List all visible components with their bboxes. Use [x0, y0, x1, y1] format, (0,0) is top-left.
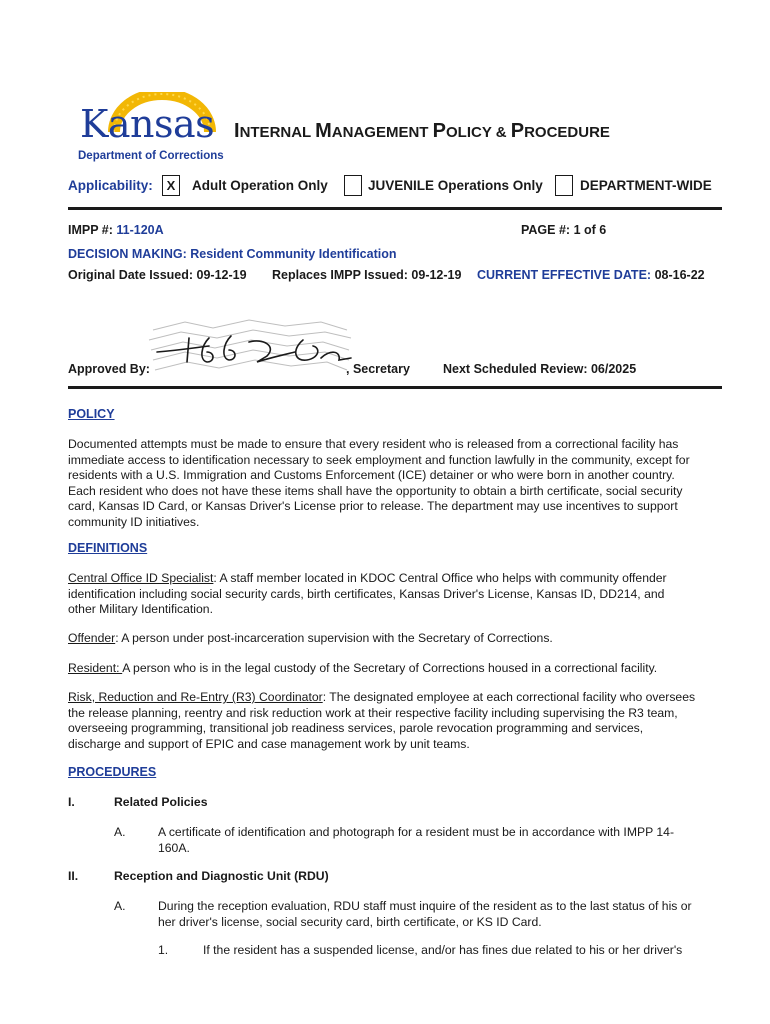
- policy-line: immediate access to identification necessary to seek employment and function lawfully in the community, except for: [68, 452, 690, 467]
- policy-line: card, Kansas ID Card, or Kansas Driver's License prior to release. The department may use incentives to support: [68, 499, 678, 513]
- adult-operation-checkbox[interactable]: X: [162, 175, 180, 196]
- definition-term: Central Office ID Specialist: [68, 571, 214, 585]
- policy-line: Each resident who does not have these items shall have the opportunity to obtain a birth certificate, social security: [68, 483, 683, 498]
- juvenile-operations-checkbox[interactable]: [344, 175, 362, 196]
- definitions-heading: DEFINITIONS: [68, 541, 148, 555]
- rdu-item-a-1: If the resident has a suspended license, and/or has fines due related to his or her driver's: [203, 943, 683, 957]
- approved-by-label: Approved By:: [68, 362, 150, 376]
- policy-line: residents with a U.S. Immigration and Customs Enforcement (ICE) detainer or who were born in another country.: [68, 468, 675, 482]
- applicability-label: Applicability:: [68, 178, 153, 193]
- document-title: [234, 120, 610, 143]
- adult-operation-label: Adult Operation Only: [192, 178, 328, 193]
- header-divider-top: [68, 207, 722, 210]
- item-letter: A.: [114, 899, 126, 913]
- department-wide-checkbox[interactable]: [555, 175, 573, 196]
- decision-making-title: DECISION MAKING: Resident Community Identification: [68, 247, 397, 261]
- procedures-heading: PROCEDURES: [68, 765, 157, 779]
- policy-line: Documented attempts must be made to ensure that every resident who is released from a correctional facility has: [68, 437, 679, 451]
- current-effective-date: CURRENT EFFECTIVE DATE: 08-16-22: [477, 268, 705, 282]
- department-name: Department of Corrections: [78, 150, 224, 162]
- section-title-related-policies: Related Policies: [114, 795, 208, 809]
- section-numeral: II.: [68, 869, 79, 883]
- definition-term: Risk, Reduction and Re-Entry (R3) Coordinator: [68, 690, 323, 704]
- logo-wordmark: Kansas: [80, 102, 215, 146]
- definition-resident: Resident: A person who is in the legal custody of the Secretary of Corrections housed in a correctional facility.: [68, 661, 658, 675]
- definition-r3-coordinator: Risk, Reduction and Re-Entry (R3) Coordinator: The designated employee at each correctional facility who oversees the release planning, reentry and risk reduction work at their respective facility including supervising the R3 team, overseeing programming, transitional job readiness services, parole revocation programming and services, discharge and support of EPIC and case management work by unit teams.: [68, 690, 696, 751]
- policy-paragraph: [68, 437, 728, 530]
- section-title-reception-diagnostic-unit: Reception and Diagnostic Unit (RDU): [114, 869, 329, 883]
- definition-offender: Offender: A person under post-incarceration supervision with the Secretary of Corrections.: [68, 631, 553, 645]
- definition-term: Resident:: [68, 661, 123, 675]
- title-word-3: POLICY &: [432, 120, 511, 142]
- title-word-4: PROCEDURE: [510, 120, 610, 142]
- replaces-impp-issued: Replaces IMPP Issued: 09-12-19: [272, 268, 462, 282]
- definition-central-office-id-specialist: Central Office ID Specialist: A staff member located in KDOC Central Office who helps with community offender identification including social security cards, birth certificates, Kansas Driver's License, Kansas ID, DD214, and other Military Identification.: [68, 571, 667, 616]
- item-number: 1.: [158, 943, 169, 957]
- policy-heading: POLICY: [68, 407, 115, 421]
- related-policies-item-a: A certificate of identification and photograph for a resident must be in accordance with IMPP 14- 160A.: [158, 825, 675, 855]
- title-word-2: MANAGEMENT: [315, 120, 433, 142]
- item-letter: A.: [114, 825, 126, 839]
- section-numeral: I.: [68, 795, 75, 809]
- policy-line: community ID initiatives.: [68, 514, 200, 529]
- next-scheduled-review: Next Scheduled Review: 06/2025: [443, 362, 637, 376]
- department-wide-label: DEPARTMENT-WIDE: [580, 178, 712, 193]
- secretary-title: , Secretary: [346, 362, 410, 376]
- title-word-1: INTERNAL: [234, 120, 316, 142]
- definition-term: Offender: [68, 631, 116, 645]
- kansas-logo: [76, 92, 226, 164]
- juvenile-operations-label: JUVENILE Operations Only: [368, 178, 543, 193]
- header-divider-bottom: [68, 386, 722, 389]
- rdu-item-a: During the reception evaluation, RDU staff must inquire of the resident as to the last status of his or her driver's license, social security card, birth certificate, or KS ID Card.: [158, 899, 692, 929]
- secretary-signature-image: [145, 318, 355, 380]
- page-number: PAGE #: 1 of 6: [521, 223, 607, 237]
- impp-number: IMPP #: 11-120A: [68, 223, 164, 237]
- original-date-issued: Original Date Issued: 09-12-19: [68, 268, 247, 282]
